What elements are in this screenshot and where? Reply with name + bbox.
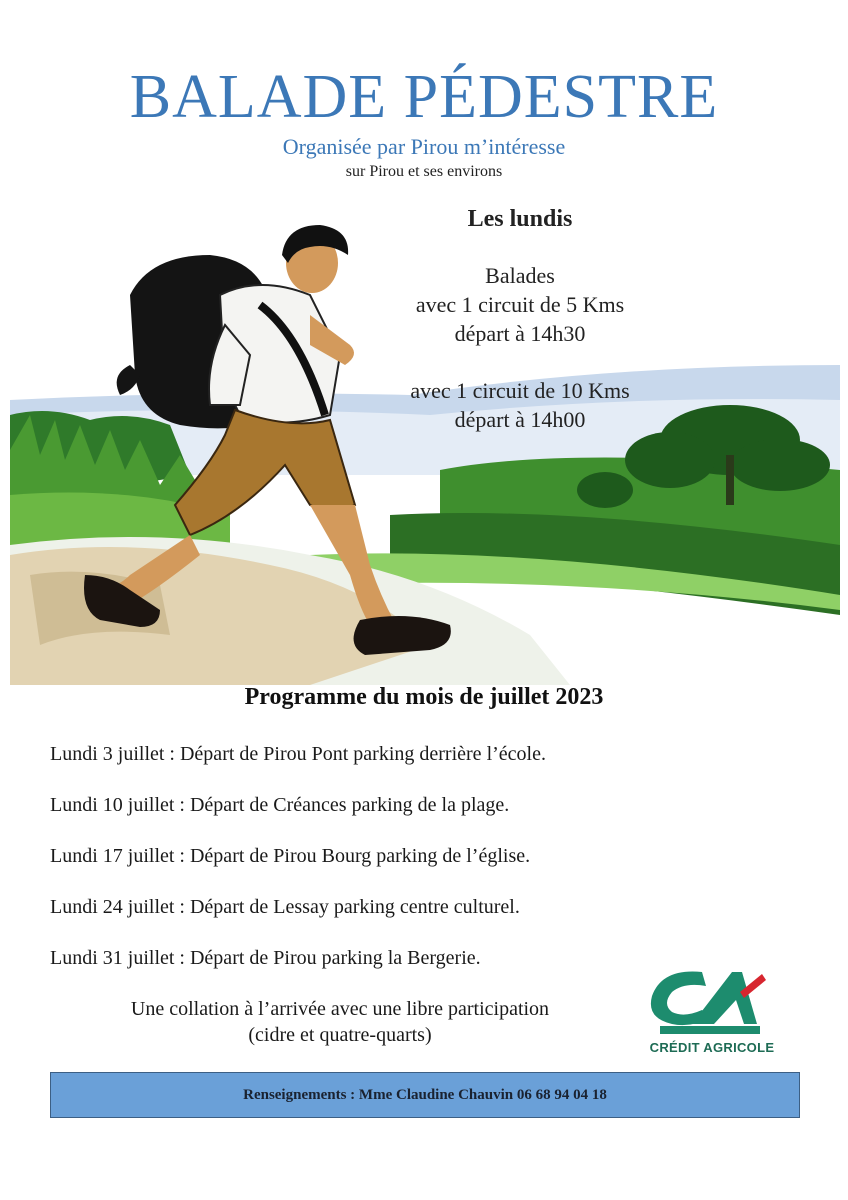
page-title: BALADE PÉDESTRE (129, 63, 719, 131)
sponsor-name: CRÉDIT AGRICOLE (649, 1040, 775, 1055)
circuit-10km: avec 1 circuit de 10 Kms (410, 378, 630, 403)
collation-line1: Une collation à l’arrivée avec une libre participation (130, 998, 550, 1020)
contact-text: Renseignements : Mme Claudine Chauvin 06 68 94 04 18 (243, 1087, 607, 1103)
depart-1400: départ à 14h00 (454, 407, 586, 432)
list-item: Lundi 3 juillet : Départ de Pirou Pont parking derrière l’école. (50, 743, 546, 765)
location-line: sur Pirou et ses environs (345, 163, 503, 180)
collation-note (90, 996, 590, 1048)
days-heading: Les lundis (467, 206, 573, 232)
balades-label: Balades (485, 263, 555, 288)
list-item: Lundi 10 juillet : Départ de Créances parking de la plage. (50, 794, 510, 816)
circuit-5km: avec 1 circuit de 5 Kms (415, 292, 625, 317)
organizer-line: Organisée par Pirou m’intéresse (282, 134, 566, 159)
list-item: Lundi 31 juillet : Départ de Pirou parking la Bergerie. (50, 947, 481, 969)
list-item: Lundi 24 juillet : Départ de Lessay parking centre culturel. (50, 896, 520, 918)
schedule-list (50, 740, 750, 995)
list-item: Lundi 17 juillet : Départ de Pirou Bourg parking de l’église. (50, 845, 531, 867)
collation-line2: (cidre et quatre-quarts) (248, 1024, 432, 1046)
contact-bar (50, 1072, 800, 1118)
depart-1430: départ à 14h30 (454, 321, 586, 346)
programme-title: Programme du mois de juillet 2023 (244, 684, 604, 710)
